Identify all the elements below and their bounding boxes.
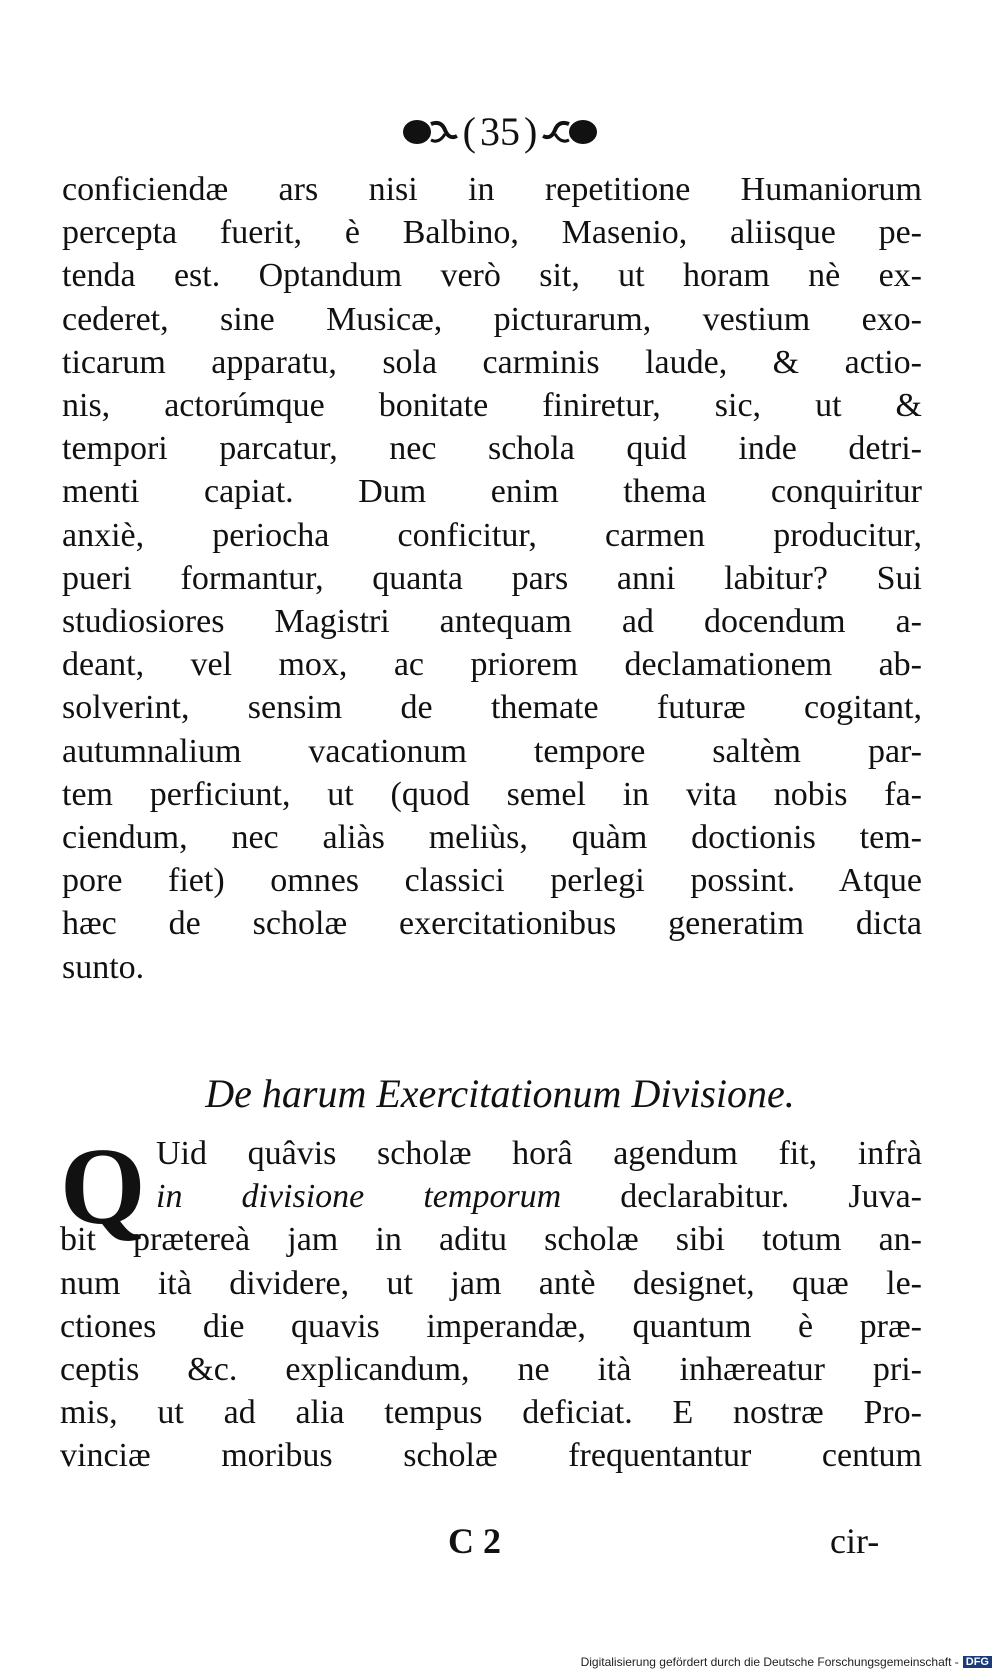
section-heading: De harum Exercitationum Divisione. [205, 1071, 795, 1116]
text-line: percepta fuerit, è Balbino, Masenio, aliisque pe- [62, 214, 922, 252]
left-ornament-icon [401, 118, 459, 146]
digitization-banner [581, 1655, 992, 1669]
page-footer [0, 1520, 1000, 1564]
page-number: 35 [480, 109, 520, 154]
text-line: anxiè, periocha conficitur, carmen producitur, [62, 516, 922, 554]
text-line: conficiendæ ars nisi in repetitione Humaniorum [62, 171, 922, 208]
signature-mark: C 2 [448, 1521, 501, 1561]
text-line: cederet, sine Musicæ, picturarum, vestium exo- [62, 300, 922, 338]
paragraph-2 [60, 1125, 922, 1478]
text-line: ceptis &c. explicandum, ne ità inhæreatur pri- [60, 1351, 922, 1389]
text-line: bit prætereà jam in aditu scholæ sibi totum an- [60, 1221, 922, 1259]
text-line: sunto. [62, 948, 145, 986]
text-line: nis, actorúmque bonitate finiretur, sic, ut & [62, 387, 922, 425]
text-line: pore fiet) omnes classici perlegi possint. Atque [62, 862, 922, 900]
right-ornament-icon [541, 118, 599, 146]
text-line: menti capiat. Dum enim thema conquiritur [62, 473, 922, 511]
text-line [60, 1175, 922, 1218]
text-line: tem perficiunt, ut (quod semel in vita nobis fa- [62, 775, 922, 813]
text-line: ciendum, nec aliàs meliùs, quàm doctionis tem- [62, 819, 922, 857]
dfg-logo: DFG [963, 1656, 992, 1668]
text-line: num ità dividere, ut jam antè designet, quæ le- [60, 1264, 922, 1302]
text-line: solverint, sensim de themate futuræ cogitant, [62, 689, 922, 727]
text-line: tenda est. Optandum verò sit, ut horam nè ex- [62, 257, 922, 295]
text-line: studiosiores Magistri antequam ad docendum a- [62, 603, 922, 641]
text-line: hæc de scholæ exercitationibus generatim dicta [62, 905, 922, 943]
text-line: mis, ut ad alia tempus deficiat. E nostræ Pro- [60, 1394, 922, 1432]
text-line: Uid quâvis scholæ horâ agendum fit, infrà [156, 1135, 922, 1172]
text-line: vinciæ moribus scholæ frequentantur centum [60, 1437, 922, 1475]
text-line: deant, vel mox, ac priorem declamationem ab- [62, 646, 922, 684]
italic-phrase: in divisione temporum [156, 1178, 562, 1216]
text-line: autumnalium vacationum tempore saltèm par- [62, 732, 922, 770]
catchword: cir- [830, 1521, 880, 1561]
digitization-note: Digitalisierung gefördert durch die Deutsche Forschungsgemeinschaft - [580, 1655, 959, 1669]
paragraph-1 [62, 168, 922, 989]
drop-cap: Q [60, 1125, 146, 1247]
text-line: ctiones die quavis imperandæ, quantum è præ- [60, 1307, 922, 1345]
text-line: tempori parcatur, nec schola quid inde detri- [62, 430, 922, 468]
page-number-close: ) [524, 109, 538, 154]
text-line: pueri formantur, quanta pars anni labitur? Sui [62, 559, 922, 597]
text-fragment: declarabitur. Juva- [561, 1178, 922, 1216]
text-line: ticarum apparatu, sola carminis laude, & actio- [62, 343, 922, 381]
page-header [0, 110, 1000, 154]
page-number-open: ( [462, 109, 476, 154]
